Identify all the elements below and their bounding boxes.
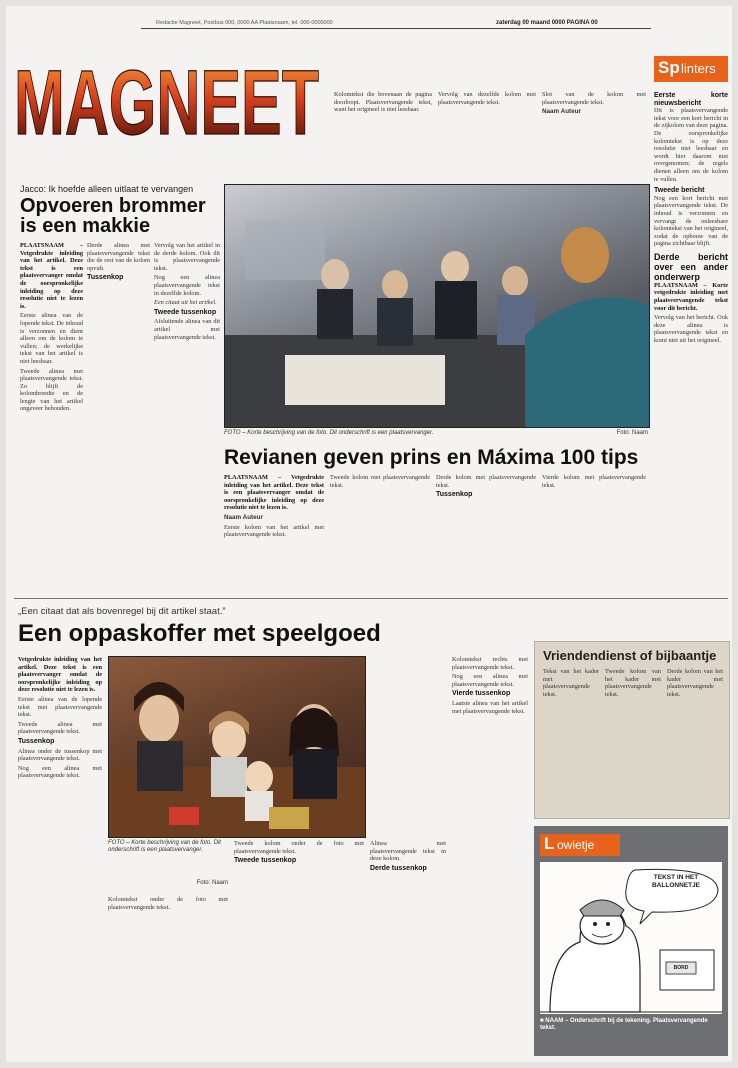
article2-col4-text: Vierde kolom met plaatsvervangende tekst.: [542, 474, 646, 489]
classroom-photo: [224, 184, 650, 428]
top-col-2-text: Vervolg van dezelfde kolom met plaatsvervangende tekst.: [438, 91, 536, 106]
article3-col1: [18, 656, 102, 1056]
splinters-item3-text: Vervolg van het bericht. Ook deze alinea is plaatsvervangende tekst en komt niet uit het origineel.: [654, 314, 728, 345]
splinters-logo: [654, 56, 728, 82]
lowietje-logo: [540, 834, 620, 856]
top-col-3-text: Slot van de kolom met plaatsvervangende tekst.: [542, 91, 646, 106]
splinters-logo-rest: linters: [681, 61, 716, 76]
children-photo-credit: Foto: Naam: [196, 880, 228, 886]
sidebar-title: Vriendendienst of bijbaantje: [543, 648, 717, 663]
article1-col3-p1: Vervolg van het artikel in de derde kolom. Ook dit is plaatsvervangende tekst.: [154, 242, 220, 272]
article2-col1-text: Eerste kolom van het artikel met plaatsvervangende tekst.: [224, 523, 324, 539]
children-photo: [108, 656, 366, 838]
article2-col2: [330, 474, 430, 589]
article3-col1-p1: Eerste alinea van de lopende tekst met plaatsvervangende tekst.: [18, 695, 102, 719]
sidebar-box: [534, 641, 730, 819]
article3-subhead-4: Vierde tussenkop: [452, 690, 511, 698]
article3-col-b2: [234, 840, 364, 1056]
lowietje-box: [534, 826, 728, 1056]
newspaper-page: [6, 6, 732, 1062]
masthead-date: zaterdag 00 maand 0000 PAGINA 00: [496, 20, 598, 26]
sidebar-col2: [605, 668, 661, 813]
article1-body-p3: Derde alinea met plaatsvervangende tekst die de rest van de kolom opvult.: [87, 242, 150, 272]
article3-headline: Een oppaskoffer met speelgoed: [18, 620, 381, 647]
article3-col-r: [452, 656, 528, 1056]
lowietje-logo-l: L: [544, 834, 555, 853]
article2-headline: Revianen geven prins en Máxima 100 tips: [224, 446, 639, 469]
article1-kicker: Jacco: Ik hoefde alleen uitlaat te vervangen: [20, 184, 194, 194]
article2-col4: [542, 474, 646, 589]
splinters-item2-text: Nog een kort bericht met plaatsvervangende tekst. De inhoud is verzonnen en vervangt de onleesbare kolomtekst van het origineel, zodat de opbouw van de pagina zichtbaar blijft.: [654, 194, 728, 248]
classroom-photo-art: [225, 185, 649, 427]
lowietje-caption: ■ NAAM – Onderschrift bij de tekening. Plaatsvervangende tekst.: [540, 1018, 708, 1031]
article3-lead: Vetgedrukte inleiding van het artikel. Deze tekst is een plaatsvervanger omdat de oorspronkelijke inleiding op deze resolutie niet te lezen is.: [18, 656, 102, 694]
article3-col-b1: [108, 896, 228, 1056]
article3-col-b1-text: Kolomtekst onder de foto met plaatsvervangende tekst.: [108, 896, 228, 911]
article1-col3-quote: Een citaat uit het artikel.: [154, 299, 217, 307]
top-col-2: [438, 91, 536, 171]
article1-col2: [87, 242, 150, 582]
lowietje-logo-rest: owietje: [557, 838, 595, 852]
sidebar-col1-text: Tekst van het kader met plaatsvervangende tekst.: [543, 668, 599, 698]
article3-subhead-3: Derde tussenkop: [370, 864, 427, 872]
article2-col2-text: Tweede kolom met plaatsvervangende tekst.: [330, 474, 430, 489]
article3-col-r2-text: Nog een alinea met plaatsvervangende tekst.: [452, 673, 528, 688]
comic-sign: BORD: [673, 965, 689, 971]
classroom-photo-credit: Foto: Naam: [616, 430, 648, 436]
article2-subhead: Tussenkop: [436, 491, 473, 499]
article2-byline: Naam Auteur: [224, 513, 263, 521]
article2-col1: [224, 474, 324, 589]
article2-col3: [436, 474, 536, 589]
article3-subhead-1: Tussenkop: [18, 737, 55, 745]
article3-subhead-2: Tweede tussenkop: [234, 857, 297, 865]
article3-col-c1-text: Alinea met plaatsvervangende tekst in deze kolom.: [370, 840, 446, 863]
article3-quote: „Een citaat dat als bovenregel bij dit artikel staat.”: [18, 606, 226, 617]
masthead-title: MAGNEET: [14, 56, 319, 146]
article1-col3-p4: Afsluitende alinea van dit artikel met plaatsvervangende tekst.: [154, 318, 220, 341]
top-col-3: [542, 91, 646, 171]
article1-col3: [154, 242, 220, 582]
article1-subhead-2: Tweede tussenkop: [154, 308, 217, 316]
magneet-logo-graphic: [14, 56, 324, 146]
article1-headline: Opvoeren brommer is een makkie: [20, 195, 206, 237]
splinters-item3-head: Derde bericht over een ander onderwerp: [654, 251, 728, 282]
article2-lead: PLAATSNAAM – Vetgedrukte inleiding van het artikel. Deze tekst is een plaatsvervanger omdat de oorspronkelijke inleiding op deze resolutie niet te lezen is.: [224, 474, 324, 512]
comic-panel: [540, 862, 722, 1014]
article1-body-p2: Tweede alinea met plaatsvervangende tekst. Zo blijft de kolombreedte en de lengte van het artikel ongeveer behouden.: [20, 367, 83, 413]
article1-col1: [20, 242, 83, 582]
masthead-info: Redactie Magneet, Postbus 000, 0000 AA Plaatsnaam, tel. 000-0000000: [156, 20, 333, 26]
sidebar-col1: [543, 668, 599, 813]
splinters-item1-head: Eerste korte nieuwsbericht: [654, 92, 728, 107]
article1-col3-p2: Nog een alinea plaatsvervangende tekst in dezelfde kolom.: [154, 274, 220, 297]
classroom-photo-caption: FOTO – Korte beschrijving van de foto. Dit onderschrift is een plaatsvervanger.: [224, 430, 434, 436]
article3-col1-p2: Tweede alinea met plaatsvervangende tekst.: [18, 720, 102, 736]
comic-speech-balloon: TEKST IN HET BALLONNETJE: [651, 874, 701, 889]
top-col-1-text: Kolomtekst die bovenaan de pagina doorloopt. Plaatsvervangende tekst, want het origineel is niet leesbaar.: [334, 91, 432, 114]
article3-col-b2-text: Tweede kolom onder de foto met plaatsvervangende tekst.: [234, 840, 364, 855]
splinters-item3-lead: PLAATSNAAM – Korte vetgedrukte inleiding met plaatsvervangende tekst voor dit bericht.: [654, 281, 728, 312]
children-photo-caption: FOTO – Korte beschrijving van de foto. Dit onderschrift is een plaatsvervanger.: [108, 840, 221, 853]
article3-col-r3-text: Laatste alinea van het artikel met plaatsvervangende tekst.: [452, 699, 528, 715]
article3-col-c: [370, 840, 446, 1056]
article2-col3-text: Derde kolom met plaatsvervangende tekst.: [436, 474, 536, 489]
masthead-logo: [14, 56, 324, 146]
top-col-byline: Naam Auteur: [542, 108, 581, 116]
article1-lead: PLAATSNAAM – Vetgedrukte inleiding van het artikel. Deze tekst is een plaatsvervanger omdat de oorspronkelijke inleiding op deze resolutie niet te lezen is.: [20, 242, 83, 310]
children-photo-art: [109, 657, 365, 837]
splinters-item2-head: Tweede bericht: [654, 187, 705, 195]
article3-sub1-text2: Nog een alinea met plaatsvervangende tekst.: [18, 764, 102, 780]
splinters-item1-text: Dit is plaatsvervangende tekst voor een kort bericht in de zijkolom van deze pagina. De oorspronkelijke kolomtekst is op deze resolutie niet leesbaar en wordt hier daarom niet overgenomen; de regels dienen alleen om de kolom te vullen.: [654, 107, 728, 183]
article3-col-r1-text: Kolomtekst rechts met plaatsvervangende tekst.: [452, 656, 528, 671]
top-col-1: [334, 91, 432, 171]
sidebar-col3-text: Derde kolom van het kader met plaatsvervangende tekst.: [667, 668, 723, 698]
article1-body-p1: Eerste alinea van de lopende tekst. De inhoud is verzonnen en dient alleen om de kolom te vullen; de werkelijke tekst van het artikel is niet leesbaar.: [20, 312, 83, 365]
article3-sub1-text: Alinea onder de tussenkop met plaatsvervangende tekst.: [18, 747, 102, 763]
splinters-logo-sp: Sp: [658, 58, 680, 77]
splinters-column: [654, 88, 728, 588]
article1-subhead-1: Tussenkop: [87, 274, 124, 282]
sidebar-col2-text: Tweede kolom van het kader met plaatsvervangende tekst.: [605, 668, 661, 698]
sidebar-col3: [667, 668, 723, 813]
